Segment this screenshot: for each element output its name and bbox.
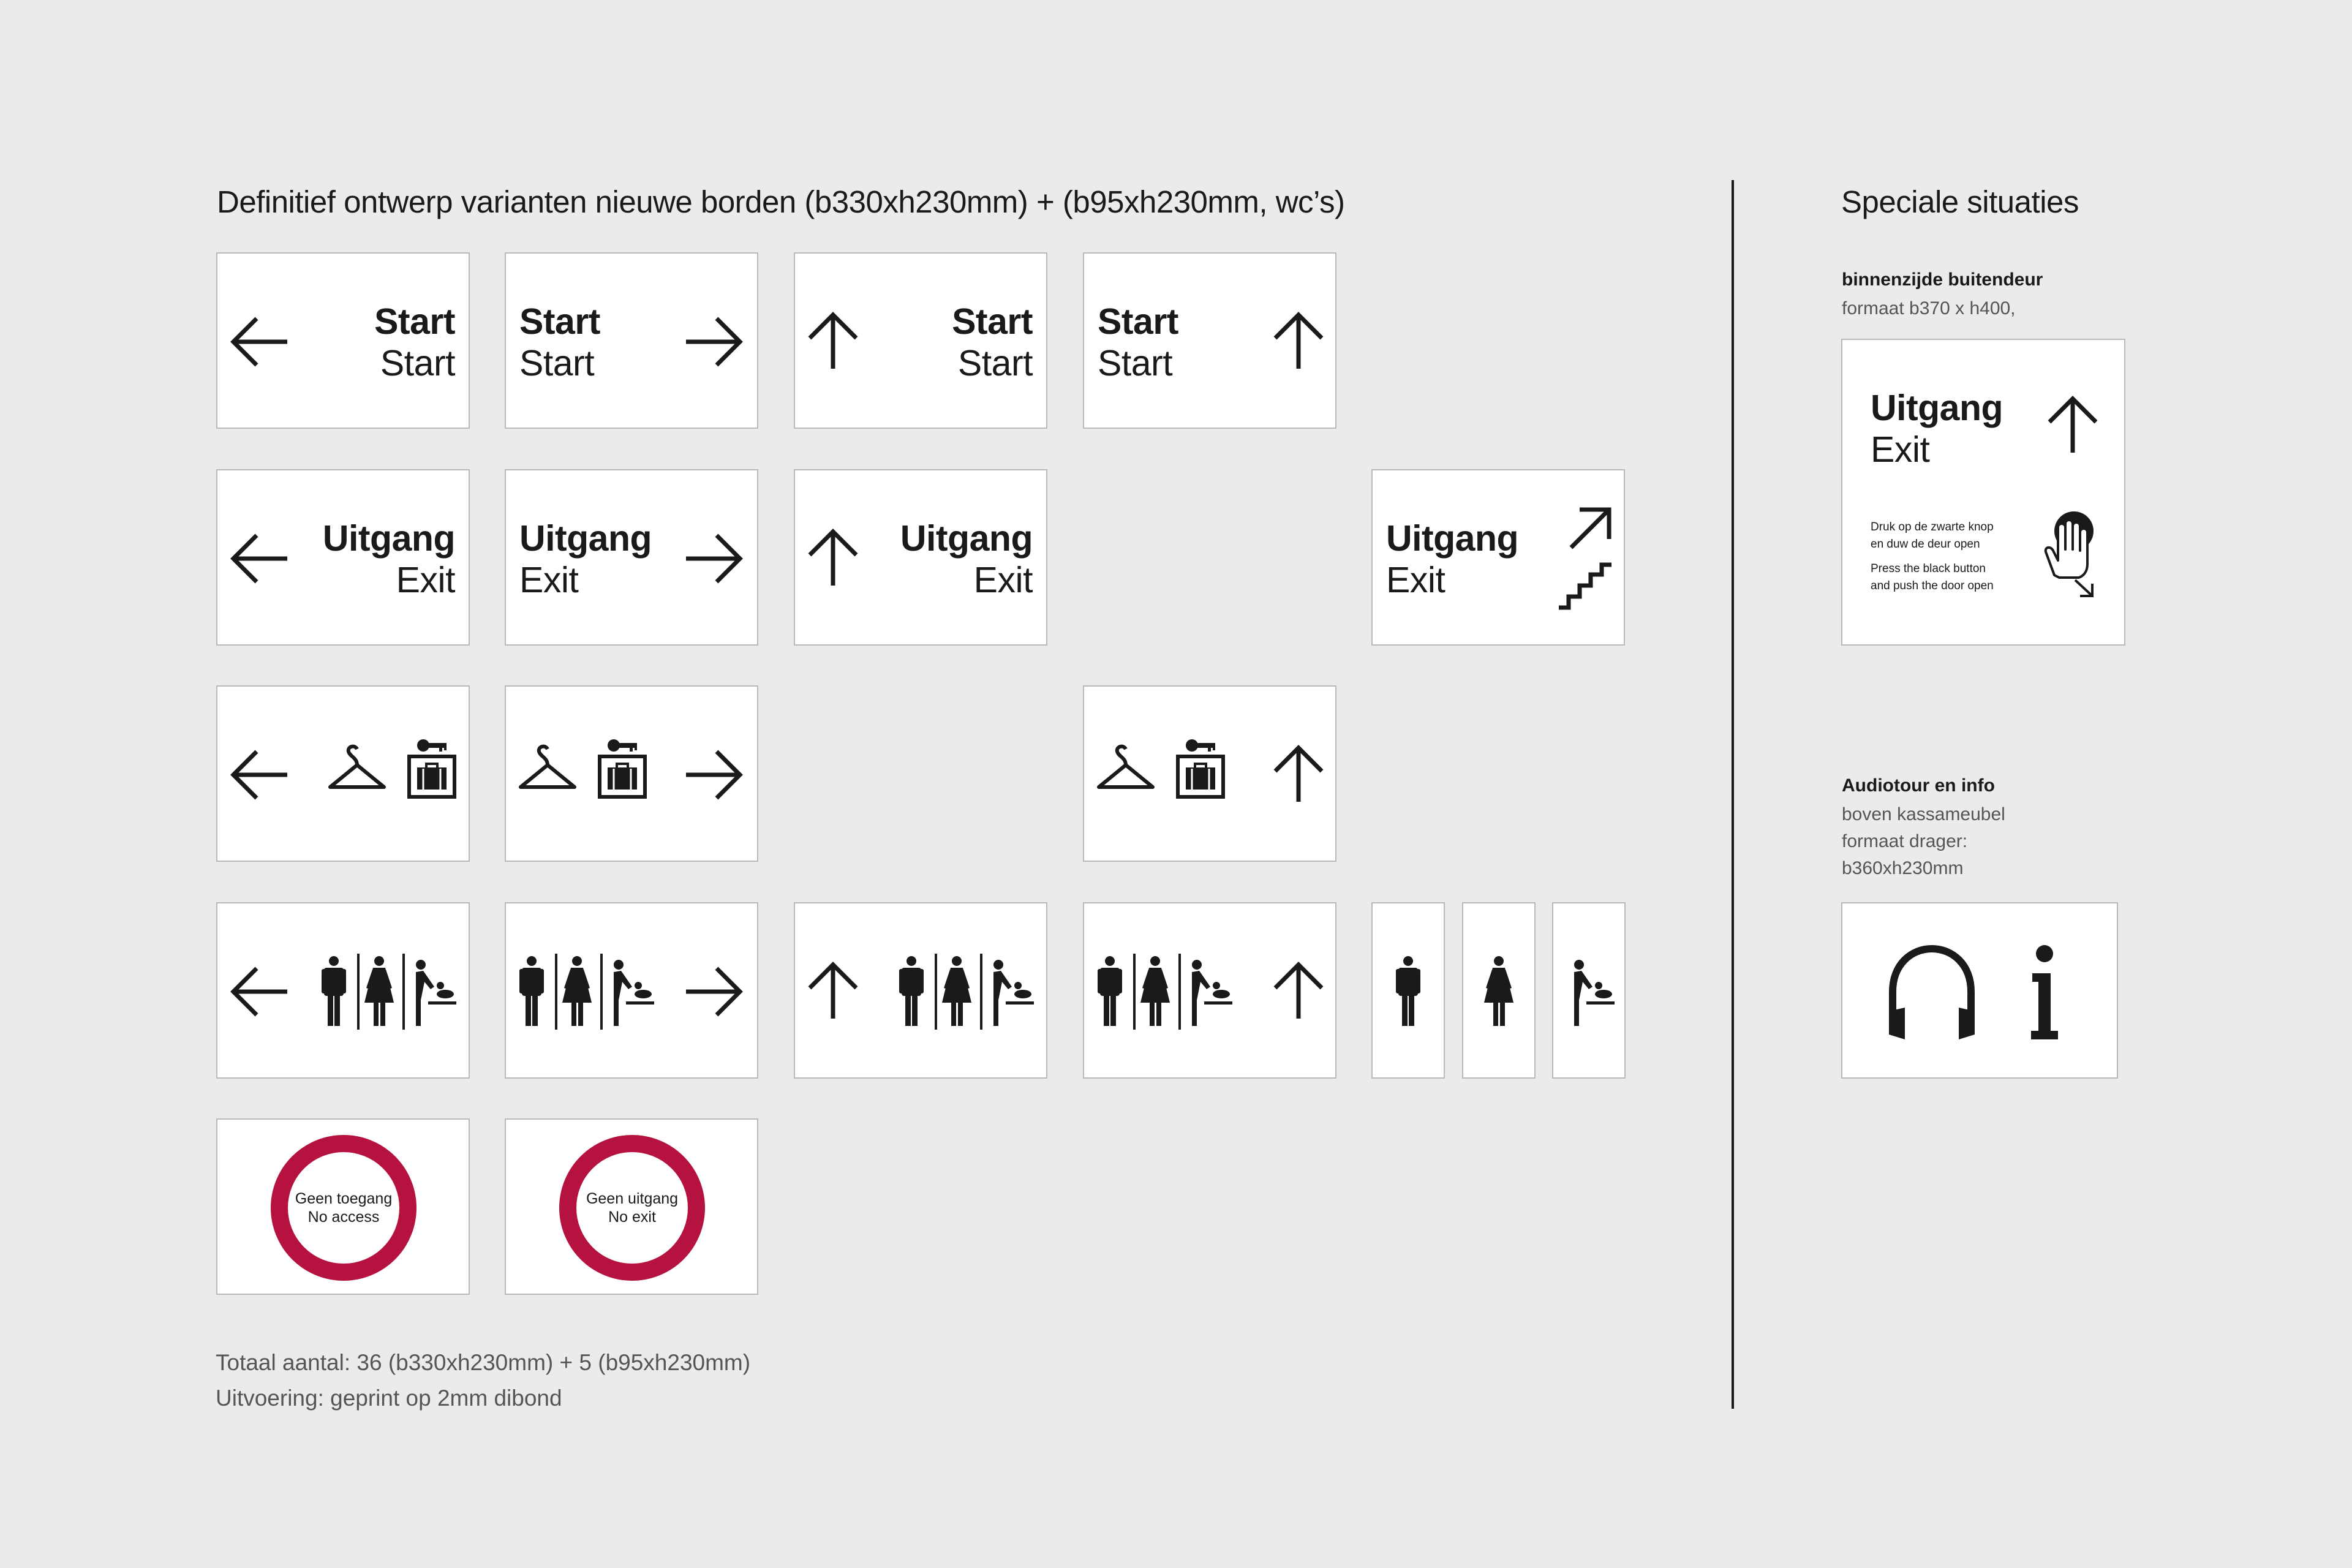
instruction-en-2: and push the door open (1871, 579, 1994, 592)
left-arrow (231, 967, 290, 1016)
sign-primary-text: Start (519, 301, 600, 342)
instruction-nl-1: Druk op de zwarte knop (1871, 521, 1994, 533)
exit-sign-stairs (1371, 469, 1625, 646)
right-arrow (686, 534, 745, 583)
man-icon (1098, 956, 1125, 1027)
divider (935, 954, 937, 1030)
no-access-sign (216, 1118, 470, 1295)
sign-primary-text: Start (374, 301, 455, 342)
man-icon (322, 956, 349, 1027)
left-arrow (231, 750, 290, 799)
sign-primary-text: Uitgang (900, 518, 1033, 559)
woman-icon (944, 956, 971, 1027)
up-arrow (809, 962, 858, 1021)
up-arrow (809, 529, 858, 588)
side-title: Speciale situaties (1841, 184, 2079, 219)
sign-secondary-text: Start (1098, 343, 1173, 383)
audio-format-label: formaat drager: (1842, 831, 1968, 851)
narrow-sign-men (1371, 902, 1445, 1079)
cloakroom-sign-right (505, 685, 758, 862)
coat-hanger-icon (518, 747, 577, 790)
baby-changing-icon (1566, 956, 1616, 1027)
sign-secondary-text: Start (380, 343, 455, 383)
sign-secondary-text: Start (519, 343, 595, 383)
footer-production: Uitvoering: geprint op 2mm dibond (216, 1385, 562, 1411)
left-arrow (231, 317, 290, 366)
narrow-sign-baby (1552, 902, 1626, 1079)
sign-secondary-text: Start (957, 343, 1033, 383)
footer-total: Totaal aantal: 36 (b330xh230mm) + 5 (b95xh230mm) (216, 1350, 751, 1375)
right-arrow (686, 317, 745, 366)
no-exit-en: No exit (608, 1208, 656, 1226)
sign-secondary-text: Exit (396, 560, 455, 600)
audio-label: Audiotour en info (1842, 775, 1995, 796)
audio-format-value: b360xh230mm (1842, 858, 1964, 878)
divider (555, 954, 557, 1030)
baby-changing-icon (407, 956, 458, 1027)
divider (980, 954, 982, 1030)
start-sign-up-left (794, 252, 1047, 429)
coat-hanger-icon (328, 747, 386, 790)
toilet-sign-right (505, 902, 758, 1079)
no-access-en: No access (307, 1208, 380, 1226)
start-sign-left (216, 252, 470, 429)
up-arrow (2048, 396, 2097, 455)
sign-primary-text: Start (952, 301, 1033, 342)
audio-location: boven kassameubel (1842, 804, 2005, 824)
diagonal-up-right-arrow (1569, 507, 1611, 550)
woman-icon (1487, 956, 1513, 1027)
woman-icon (565, 956, 592, 1027)
woman-icon (1143, 956, 1170, 1027)
locker-key-icon (598, 739, 647, 798)
right-arrow (686, 967, 745, 1016)
toilet-sign-left (216, 902, 470, 1079)
instruction-en-1: Press the black button (1871, 562, 1986, 575)
baby-changing-icon (1183, 956, 1234, 1027)
divider (600, 954, 603, 1030)
up-arrow (809, 312, 858, 371)
audiotour-info-sign (1841, 902, 2118, 1079)
section-divider (1732, 180, 1734, 1409)
divider (1133, 954, 1136, 1030)
sign-secondary-text: Exit (1871, 429, 1930, 470)
page-title: Definitief ontwerp varianten nieuwe borden (b330xh230mm) + (b95xh230mm, wc’s) (217, 184, 1345, 219)
baby-changing-icon (985, 956, 1035, 1027)
exit-sign-left (216, 469, 470, 646)
up-arrow (1274, 312, 1323, 371)
up-arrow (1274, 962, 1323, 1021)
start-sign-right (505, 252, 758, 429)
no-exit-nl: Geen uitgang (586, 1190, 679, 1207)
cloakroom-sign-left (216, 685, 470, 862)
sign-primary-text: Uitgang (1386, 518, 1519, 559)
toilet-sign-up-right (1083, 902, 1336, 1079)
up-arrow (1274, 745, 1323, 804)
headphones-icon (1887, 944, 1977, 1042)
sign-secondary-text: Exit (1386, 560, 1446, 600)
sign-secondary-text: Exit (973, 560, 1033, 600)
toilet-sign-up-left (794, 902, 1047, 1079)
divider (1178, 954, 1181, 1030)
locker-key-icon (407, 739, 456, 798)
instruction-nl-2: en duw de deur open (1871, 538, 1980, 551)
no-access-nl: Geen toegang (295, 1190, 393, 1207)
exit-sign-right (505, 469, 758, 646)
sign-primary-text: Uitgang (322, 518, 455, 559)
press-button-hand-icon (2041, 511, 2100, 597)
man-icon (899, 956, 926, 1027)
door-exit-sign (1841, 339, 2125, 646)
stairs-icon (1559, 562, 1614, 611)
divider (402, 954, 405, 1030)
exit-sign-up (794, 469, 1047, 646)
right-arrow (686, 750, 745, 799)
door-label: binnenzijde buitendeur (1842, 270, 2043, 290)
start-sign-up-right (1083, 252, 1336, 429)
cloakroom-sign-up (1083, 685, 1336, 862)
divider (357, 954, 360, 1030)
coat-hanger-icon (1096, 747, 1155, 790)
left-arrow (231, 534, 290, 583)
sign-primary-text: Uitgang (1871, 388, 2003, 428)
baby-changing-icon (605, 956, 655, 1027)
man-icon (1396, 956, 1423, 1027)
woman-icon (367, 956, 394, 1027)
door-format: formaat b370 x h400, (1842, 298, 2016, 318)
sign-primary-text: Uitgang (519, 518, 652, 559)
info-icon (2025, 944, 2064, 1042)
man-icon (519, 956, 546, 1027)
sign-secondary-text: Exit (519, 560, 579, 600)
narrow-sign-women (1462, 902, 1536, 1079)
sign-primary-text: Start (1098, 301, 1178, 342)
no-exit-sign (505, 1118, 758, 1295)
locker-key-icon (1176, 739, 1225, 798)
